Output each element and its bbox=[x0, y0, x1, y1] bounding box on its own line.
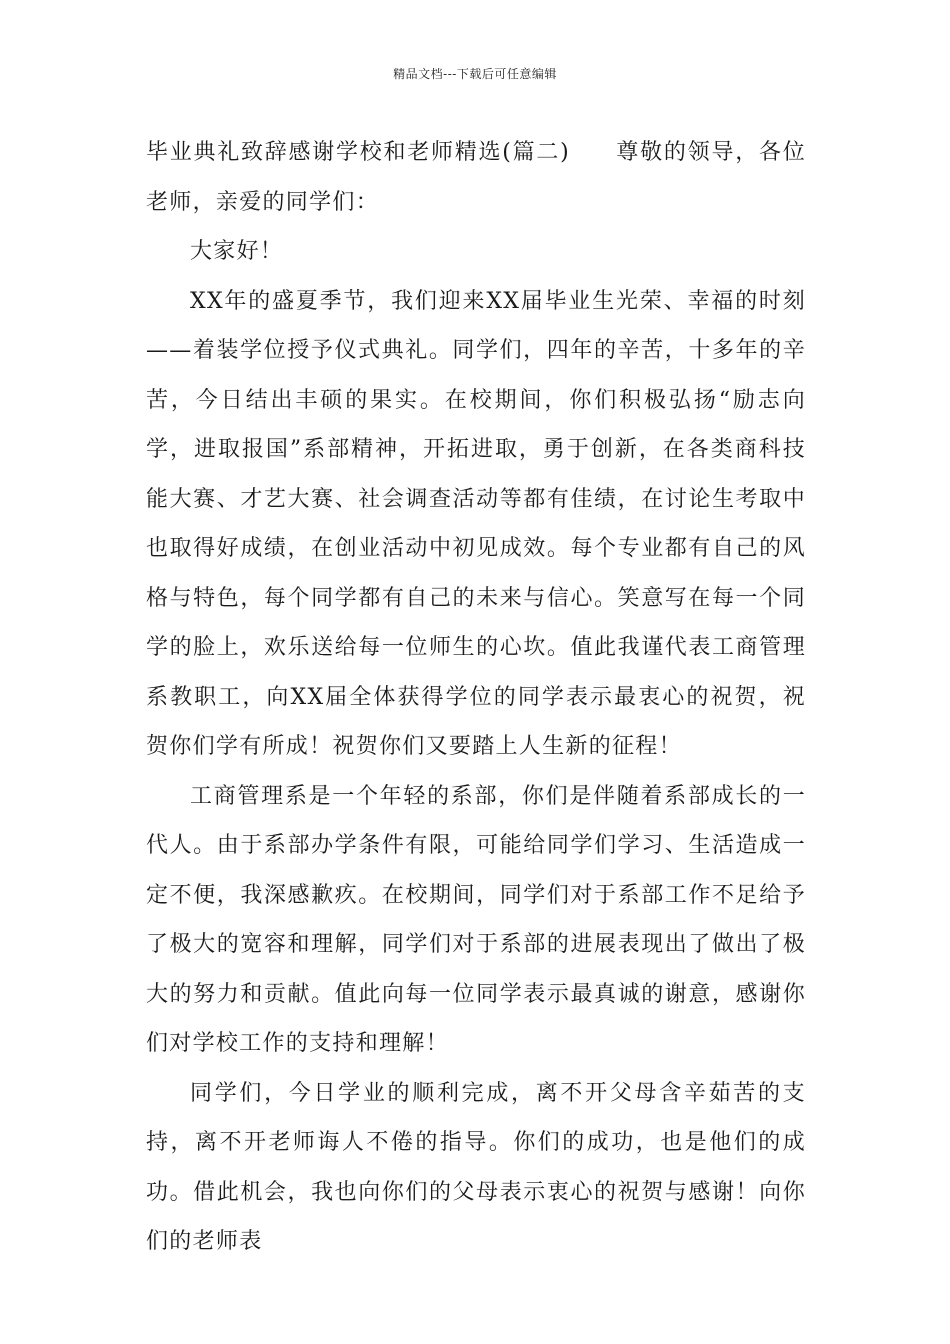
paragraph-congratulations: XX年的盛夏季节，我们迎来XX届毕业生光荣、幸福的时刻——着装学位授予仪式典礼。同学们，四年的辛苦，十多年的辛苦，今日结出丰硕的果实。在校期间，你们积极弘扬“励志向学，进取报国”系部精神，开拓进取，勇于创新，在各类商科技能大赛、才艺大赛、社会调查活动等都有佳绩，在讨论生考取中也取得好成绩，在创业活动中初见成效。每个专业都有自己的风格与特色，每个同学都有自己的未来与信心。笑意写在每一个同学的脸上，欢乐送给每一位师生的心坎。值此我谨代表工商管理系教职工，向XX届全体获得学位的同学表示最衷心的祝贺，祝贺你们学有所成！祝贺你们又要踏上人生新的征程！ bbox=[146, 288, 806, 759]
document-title: 毕业典礼致辞感谢学校和老师精选(篇二) bbox=[146, 140, 570, 165]
salutation: 尊敬的领导，各位老师，亲爱的同学们： bbox=[146, 140, 806, 215]
document-body bbox=[146, 128, 806, 1267]
paragraph-parents-teachers: 同学们，今日学业的顺利完成，离不开父母含辛茹苦的支持，离不开老师诲人不倦的指导。你们的成功，也是他们的成功。借此机会，我也向你们的父母表示衷心的祝贺与感谢！向你们的老师表 bbox=[146, 1080, 806, 1254]
paragraph-department-thanks: 工商管理系是一个年轻的系部，你们是伴随着系部成长的一代人。由于系部办学条件有限，可能给同学们学习、生活造成一定不便，我深感歉疚。在校期间，同学们对于系部工作不足给予了极大的宽容和理解，同学们对于系部的进展表现出了做出了极大的努力和贡献。值此向每一位同学表示最真诚的谢意，感谢你们对学校工作的支持和理解！ bbox=[146, 783, 806, 1056]
page-header: 精品文档---下载后可任意编辑 bbox=[393, 67, 557, 81]
paragraph-greeting: 大家好！ bbox=[190, 239, 284, 264]
title-line bbox=[146, 128, 806, 227]
